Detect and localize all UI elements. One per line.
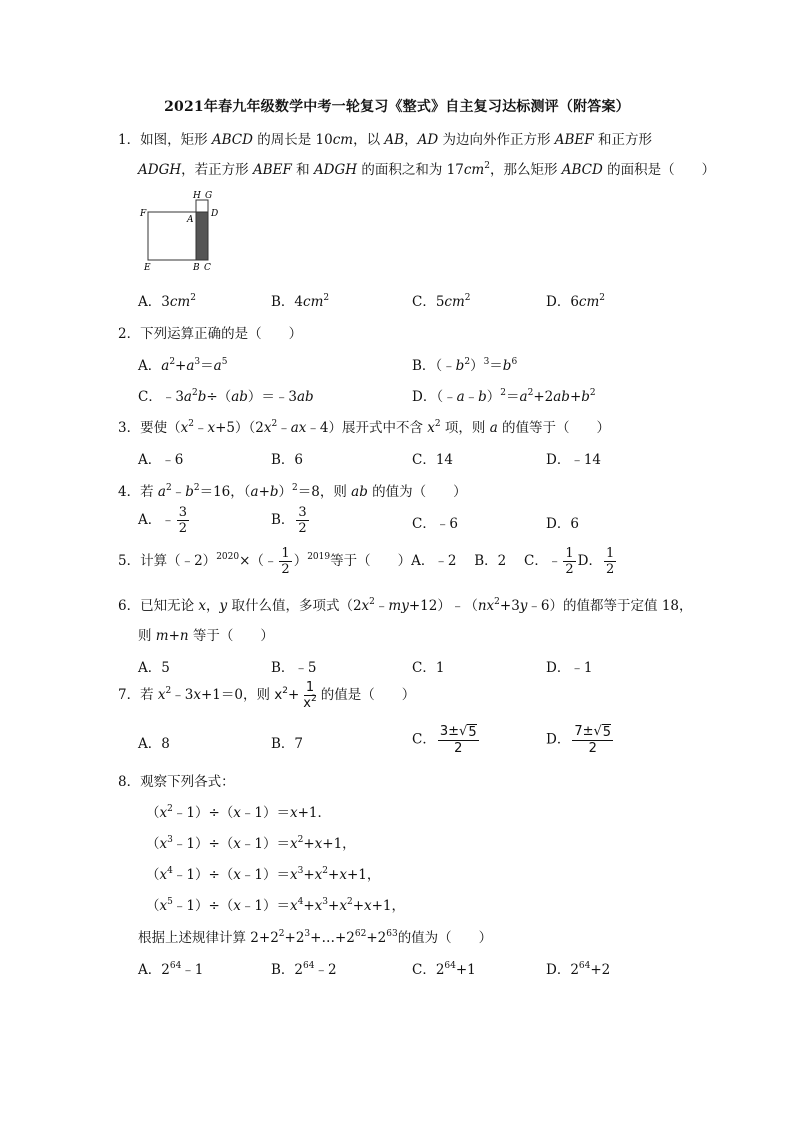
q2-option-c: C．$﹣3a^2b\div(ab)=﹣3ab$ bbox=[138, 388, 314, 405]
q8-option-d: D．$2^{64}+2$ bbox=[546, 961, 611, 978]
label-c: C bbox=[204, 263, 211, 273]
q7-option-d: D． 7±√ 5 2 bbox=[546, 724, 612, 756]
q8-option-c: C．$2^{64}+1$ bbox=[412, 961, 476, 978]
q7-option-b: B．7 bbox=[271, 736, 304, 752]
q6-option-c: C．1 bbox=[412, 660, 445, 676]
q8-ask: 根据上述规律计算 $2+2^2+2^3+\dots+2^{62}+2^{63}$的值为（ ） bbox=[138, 929, 493, 946]
q2-option-a: A．$a^2+a^3=a^5$ bbox=[138, 357, 228, 374]
q1-option-a: A．$3cm^2$ bbox=[138, 293, 196, 310]
label-a: A bbox=[187, 215, 194, 225]
page-title: 2021年春九年级数学中考一轮复习《整式》自主复习达标测评（附答案） bbox=[164, 99, 630, 115]
q4-option-d: D．6 bbox=[546, 516, 579, 532]
q8-line-2: $(x^3﹣1)\div(x﹣1)=x^2+x+1$， bbox=[146, 835, 356, 852]
label-g: G bbox=[205, 191, 213, 201]
square-adgh bbox=[196, 200, 208, 212]
q4-option-a: A．﹣ $\frac{3}{2}$ bbox=[138, 505, 188, 536]
q7-stem: 7．若 $x^2﹣3x+1=0$，则 $x^2+$ $\frac{1}{x^2}$ 的值是（ ） bbox=[118, 680, 416, 711]
q8-option-b: B．$2^{64}﹣2$ bbox=[271, 961, 337, 978]
q3-option-a: A．﹣6 bbox=[138, 452, 184, 468]
q6-option-b: B．﹣5 bbox=[271, 660, 317, 676]
q6-option-d: D．﹣1 bbox=[546, 660, 593, 676]
q8-line-1: $(x^2﹣1)\div(x﹣1)=x+1$． bbox=[146, 804, 332, 821]
q4-option-b: B． $\frac{3}{2}$ bbox=[271, 505, 307, 536]
q1-option-d: D．$6cm^2$ bbox=[546, 293, 606, 310]
rectangle-abcd bbox=[196, 212, 208, 260]
q1-option-c: C．$5cm^2$ bbox=[412, 293, 471, 310]
q3-option-c: C．14 bbox=[412, 452, 454, 468]
q2-option-d: D．$(﹣a﹣b)^2=a^2+2ab+b^2$ bbox=[412, 388, 596, 405]
q7-option-a: A．8 bbox=[138, 736, 170, 752]
q1-option-b: B．$4cm^2$ bbox=[271, 293, 330, 310]
q6-stem-line1: 6．已知无论 x，y 取什么值，多项式$(2x^2﹣my+12)﹣(nx^2+3y﹣6)$的值都等于定值 18， bbox=[118, 597, 693, 614]
q3-stem: 3．要使$(x^2﹣x+5)(2x^2﹣ax﹣4)$展开式中不含 $x^2$ 项，则 a 的值等于（ ） bbox=[118, 419, 611, 436]
label-e: E bbox=[144, 263, 151, 273]
q8-line-3: $(x^4﹣1)\div(x﹣1)=x^3+x^2+x+1$， bbox=[146, 866, 381, 883]
q1-stem-line1: 1．如图，矩形 ABCD 的周长是 10cm，以 AB，AD 为边向外作正方形 ABEF 和正方形 bbox=[118, 132, 652, 148]
q2-option-b: B．$(﹣b^2)^3=b^6$ bbox=[412, 357, 518, 374]
q4-stem: 4．若 $a^2﹣b^2=16$，$(a+b)^2=8$，则 ab 的值为（ ） bbox=[118, 483, 467, 500]
q6-option-a: A．5 bbox=[138, 660, 170, 676]
label-d: D bbox=[211, 209, 219, 219]
q8-line-4: $(x^5﹣1)\div(x﹣1)=x^4+x^3+x^2+x+1$， bbox=[146, 897, 406, 914]
q7-option-c: C． 3±√ 5 2 bbox=[412, 724, 477, 756]
q1-stem-line2: ADGH，若正方形 ABEF 和 ADGH 的面积之和为 $17cm^2$，那么矩形 ABCD 的面积是（ ） bbox=[138, 161, 716, 178]
label-f: F bbox=[140, 209, 147, 219]
q5-stem: 5．计算（﹣2）$^{2020}$×（﹣ $\frac{1}{2}$ ）$^{2019}$等于（ ）A．﹣2 B．2 C．﹣ $\frac{1}{2}$ D． $\frac{1}{2}$ bbox=[118, 546, 615, 577]
label-b: B bbox=[193, 263, 200, 273]
q8-option-a: A．$2^{64}﹣1$ bbox=[138, 961, 204, 978]
q3-option-d: D．﹣14 bbox=[546, 452, 602, 468]
q8-stem: 8．观察下列各式： bbox=[118, 774, 235, 790]
q1-figure bbox=[138, 188, 228, 278]
q6-stem-line2: 则 m+n 等于（ ） bbox=[138, 628, 274, 644]
q4-option-c: C．﹣6 bbox=[412, 516, 458, 532]
label-h: H bbox=[193, 191, 201, 201]
q3-option-b: B．6 bbox=[271, 452, 304, 468]
q2-stem: 2．下列运算正确的是（ ） bbox=[118, 326, 303, 342]
